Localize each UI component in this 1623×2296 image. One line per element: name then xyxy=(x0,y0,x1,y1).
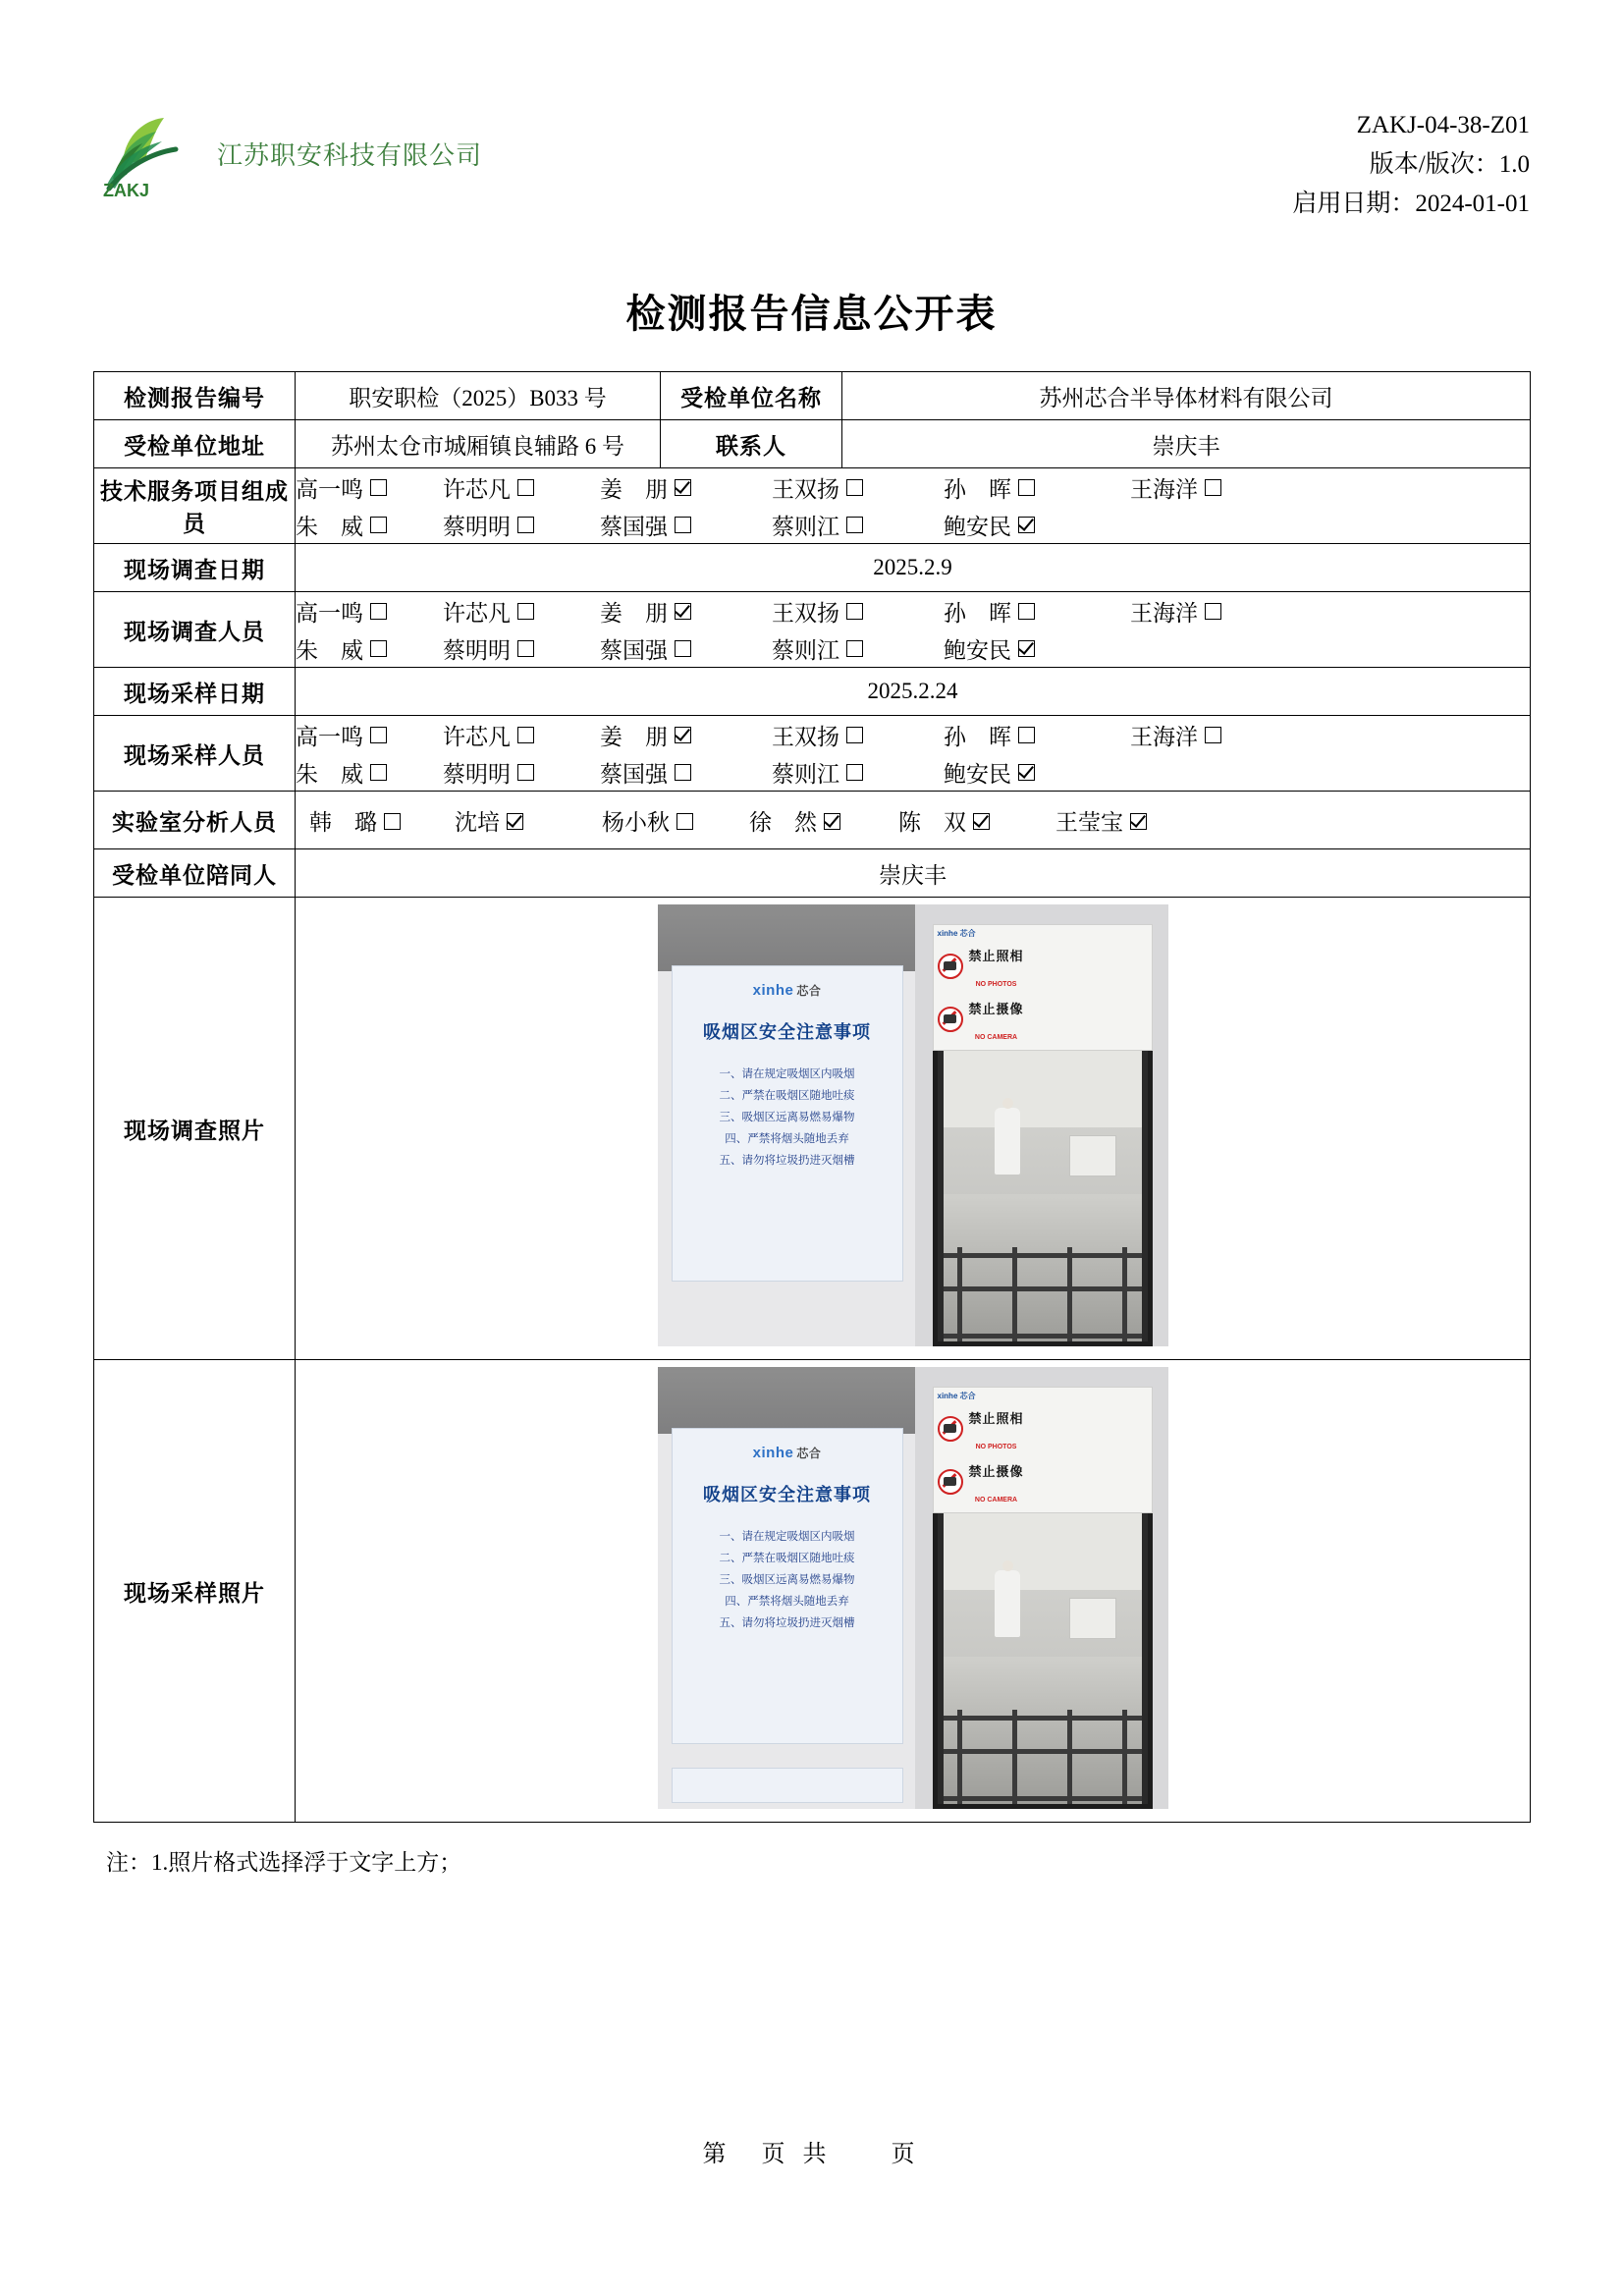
page-header xyxy=(93,106,1530,217)
board-rule: 五、请勿将垃圾扔进灭烟槽 xyxy=(719,1617,855,1629)
sign-no-camera xyxy=(938,1456,1148,1507)
checkbox[interactable] xyxy=(1018,640,1035,657)
value-sampling-date: 2025.2.24 xyxy=(296,668,1531,716)
checkbox[interactable] xyxy=(370,603,387,620)
checkbox-item[interactable]: 王海洋 xyxy=(1130,595,1277,628)
page-title: 检测报告信息公开表 xyxy=(625,292,998,336)
no-photo-sign xyxy=(933,924,1153,1051)
checkbox[interactable] xyxy=(517,640,534,657)
checkbox-item[interactable]: 许芯凡 xyxy=(443,471,600,504)
checkbox-item[interactable]: 高一鸣 xyxy=(296,595,443,628)
checkbox-item[interactable]: 韩 璐 xyxy=(309,804,455,837)
checkbox-item[interactable]: 王双扬 xyxy=(772,719,944,751)
checkbox[interactable] xyxy=(1205,603,1221,620)
checkbox[interactable] xyxy=(824,813,840,830)
board-rules xyxy=(673,1064,902,1172)
report-info-table xyxy=(93,371,1531,1823)
checkbox[interactable] xyxy=(675,640,691,657)
checkbox[interactable] xyxy=(1018,603,1035,620)
value-contact: 崇庆丰 xyxy=(842,420,1531,468)
table-row xyxy=(94,1360,1531,1823)
checkbox-item[interactable]: 蔡明明 xyxy=(443,756,600,789)
checkbox-item[interactable]: 许芯凡 xyxy=(443,719,600,751)
value-survey-staff xyxy=(296,592,1531,668)
board-rule: 二、严禁在吸烟区随地吐痰 xyxy=(719,1553,855,1564)
checkbox-item[interactable]: 王海洋 xyxy=(1130,471,1277,504)
sampling-photo-cell xyxy=(296,1360,1531,1823)
checkbox[interactable] xyxy=(1018,727,1035,743)
sign-label-cn: 禁止摄像 xyxy=(968,1002,1024,1016)
checkbox[interactable] xyxy=(517,727,534,743)
sign-label-en: NO CAMERA xyxy=(974,1497,1018,1503)
checkbox[interactable] xyxy=(1205,479,1221,496)
photo-smoking-notice xyxy=(658,904,915,1346)
company-brand xyxy=(93,106,482,200)
value-sampling-staff xyxy=(296,716,1531,792)
label-contact: 联系人 xyxy=(661,420,842,468)
checkbox-item[interactable]: 朱 威 xyxy=(296,756,443,789)
doc-version: 版本/版次：1.0 xyxy=(1369,151,1530,178)
survey-row-1 xyxy=(296,592,1530,629)
brand-mark: xinhe xyxy=(752,1445,794,1461)
board-rule: 五、请勿将垃圾扔进灭烟槽 xyxy=(719,1155,855,1167)
sign-no-camera xyxy=(938,994,1148,1045)
value-report-no: 职安职检（2025）B033 号 xyxy=(296,372,661,420)
label-client-name: 受检单位名称 xyxy=(661,372,842,420)
checkbox[interactable] xyxy=(370,479,387,496)
board-rule: 一、请在规定吸烟区内吸烟 xyxy=(719,1068,855,1080)
checkbox[interactable] xyxy=(675,517,691,533)
no-video-icon xyxy=(938,1007,963,1032)
checkbox[interactable] xyxy=(517,764,534,781)
checkbox[interactable] xyxy=(517,603,534,620)
checkbox-item[interactable]: 王双扬 xyxy=(772,595,944,628)
photo-doorway xyxy=(915,1367,1168,1809)
checkbox-item[interactable]: 蔡国强 xyxy=(600,509,772,541)
railing xyxy=(944,1710,1142,1804)
checkbox[interactable] xyxy=(1018,764,1035,781)
table-row xyxy=(94,792,1531,849)
svg-text:ZAKJ: ZAKJ xyxy=(103,181,150,200)
checkbox-item[interactable]: 王海洋 xyxy=(1130,719,1277,751)
sign-label-cn: 禁止照相 xyxy=(968,1411,1024,1426)
table-row xyxy=(94,372,1531,420)
checkbox-item[interactable]: 蔡明明 xyxy=(443,632,600,665)
sign-brand: xinhe 芯合 xyxy=(937,1392,976,1400)
sign-label-cn: 禁止照相 xyxy=(968,949,1024,963)
label-sampling-date: 现场采样日期 xyxy=(94,668,296,716)
checkbox[interactable] xyxy=(370,640,387,657)
checkbox[interactable] xyxy=(1205,727,1221,743)
photo-smoking-notice xyxy=(658,1367,915,1809)
checkbox[interactable] xyxy=(370,764,387,781)
sign-no-photos xyxy=(938,1403,1148,1454)
table-row xyxy=(94,668,1531,716)
table-row xyxy=(94,592,1531,668)
checkbox-item[interactable]: 蔡则江 xyxy=(772,509,944,541)
checkbox-item[interactable]: 沈培 xyxy=(455,804,602,837)
wall-surface xyxy=(658,904,915,971)
checkbox[interactable] xyxy=(1018,517,1035,533)
worker-figure xyxy=(995,1108,1020,1175)
board-brand xyxy=(673,1445,902,1461)
cart-object xyxy=(1069,1135,1116,1176)
notice-board-lower xyxy=(672,1768,903,1803)
door-frame xyxy=(933,1461,1153,1809)
checkbox[interactable] xyxy=(517,479,534,496)
no-video-icon xyxy=(938,1469,963,1495)
sign-label-en: NO PHOTOS xyxy=(975,981,1017,988)
survey-photo xyxy=(658,904,1168,1346)
doc-effective-date: 启用日期：2024-01-01 xyxy=(1292,191,1530,217)
no-camera-icon xyxy=(938,1416,963,1442)
table-row xyxy=(94,468,1531,544)
board-rule: 三、吸烟区远离易燃易爆物 xyxy=(719,1574,855,1586)
checkbox-item[interactable]: 蔡明明 xyxy=(443,509,600,541)
checkbox-item[interactable]: 鲍安民 xyxy=(944,756,1130,789)
worker-figure xyxy=(995,1570,1020,1637)
sampling-row-1 xyxy=(296,716,1530,753)
survey-row-2 xyxy=(296,629,1530,667)
railing xyxy=(944,1247,1142,1341)
checkbox-item[interactable]: 孙 晖 xyxy=(944,471,1130,504)
sign-label-cn: 禁止摄像 xyxy=(968,1464,1024,1479)
table-row xyxy=(94,849,1531,898)
checkbox[interactable] xyxy=(517,517,534,533)
checkbox-item[interactable]: 孙 晖 xyxy=(944,719,1130,751)
value-survey-date: 2025.2.9 xyxy=(296,544,1531,592)
cart-object xyxy=(1069,1598,1116,1639)
checkbox[interactable] xyxy=(846,764,863,781)
checkbox-item[interactable]: 高一鸣 xyxy=(296,471,443,504)
corridor-view xyxy=(944,1010,1142,1341)
checkbox-item[interactable]: 蔡则江 xyxy=(772,632,944,665)
team-row-1 xyxy=(296,468,1530,506)
checkbox[interactable] xyxy=(675,764,691,781)
value-client-name: 苏州芯合半导体材料有限公司 xyxy=(842,372,1531,420)
checkbox[interactable] xyxy=(1130,813,1147,830)
brand-mark: xinhe xyxy=(752,982,794,999)
checkbox[interactable] xyxy=(675,603,691,620)
checkbox-item[interactable]: 蔡则江 xyxy=(772,756,944,789)
checkbox[interactable] xyxy=(675,727,691,743)
value-team-members xyxy=(296,468,1531,544)
checkbox-item[interactable]: 高一鸣 xyxy=(296,719,443,751)
value-client-address: 苏州太仓市城厢镇良辅路 6 号 xyxy=(296,420,661,468)
checkbox[interactable] xyxy=(675,479,691,496)
checkbox-item[interactable]: 王双扬 xyxy=(772,471,944,504)
table-row xyxy=(94,544,1531,592)
door-frame xyxy=(933,999,1153,1346)
company-logo-icon xyxy=(93,106,203,200)
checkbox-item[interactable]: 朱 威 xyxy=(296,632,443,665)
checkbox-item[interactable]: 陈 双 xyxy=(898,804,1055,837)
doc-code: ZAKJ-04-38-Z01 xyxy=(1356,112,1530,138)
table-row xyxy=(94,420,1531,468)
no-photo-sign xyxy=(933,1387,1153,1513)
table-row xyxy=(94,716,1531,792)
checkbox-item[interactable]: 姜 朋 xyxy=(600,719,772,751)
label-team-members: 技术服务项目组成员 xyxy=(94,468,296,544)
company-name: 江苏职安科技有限公司 xyxy=(217,140,483,170)
notice-board xyxy=(672,965,903,1282)
label-escort: 受检单位陪同人 xyxy=(94,849,296,898)
brand-cn: 芯合 xyxy=(796,984,822,998)
checkbox[interactable] xyxy=(846,517,863,533)
table-row xyxy=(94,898,1531,1360)
checkbox-item[interactable]: 蔡国强 xyxy=(600,756,772,789)
team-row-2 xyxy=(296,506,1530,543)
board-rule: 一、请在规定吸烟区内吸烟 xyxy=(719,1531,855,1543)
lab-staff-row xyxy=(296,792,1530,848)
checkbox[interactable] xyxy=(507,813,523,830)
label-client-address: 受检单位地址 xyxy=(94,420,296,468)
board-rule: 三、吸烟区远离易燃易爆物 xyxy=(719,1112,855,1123)
checkbox-item[interactable]: 许芯凡 xyxy=(443,595,600,628)
checkbox[interactable] xyxy=(370,517,387,533)
checkbox-item[interactable]: 鲍安民 xyxy=(944,509,1130,541)
checkbox[interactable] xyxy=(973,813,990,830)
header-meta xyxy=(1292,106,1530,224)
board-title: 吸烟区安全注意事项 xyxy=(703,1022,871,1042)
board-rule: 四、严禁将烟头随地丢弃 xyxy=(725,1133,849,1145)
checkbox[interactable] xyxy=(846,479,863,496)
sign-brand: xinhe 芯合 xyxy=(937,929,976,938)
wall-surface xyxy=(658,1367,915,1434)
checkbox-item[interactable]: 蔡国强 xyxy=(600,632,772,665)
label-survey-staff: 现场调查人员 xyxy=(94,592,296,668)
label-report-no: 检测报告编号 xyxy=(94,372,296,420)
sign-label-en: NO PHOTOS xyxy=(975,1444,1017,1450)
label-survey-date: 现场调查日期 xyxy=(94,544,296,592)
value-lab-staff xyxy=(296,792,1531,849)
sampling-photo xyxy=(658,1367,1168,1809)
checkbox-item[interactable]: 徐 然 xyxy=(749,804,898,837)
checkbox[interactable] xyxy=(846,727,863,743)
photo-doorway xyxy=(915,904,1168,1346)
sign-label-en: NO CAMERA xyxy=(974,1034,1018,1041)
board-rule: 四、严禁将烟头随地丢弃 xyxy=(725,1596,849,1608)
sampling-row-2 xyxy=(296,753,1530,791)
checkbox[interactable] xyxy=(846,640,863,657)
sign-no-photos xyxy=(938,941,1148,992)
label-sampling-staff: 现场采样人员 xyxy=(94,716,296,792)
board-brand xyxy=(673,982,902,999)
survey-photo-cell xyxy=(296,898,1531,1360)
no-camera-icon xyxy=(938,954,963,979)
checkbox[interactable] xyxy=(1018,479,1035,496)
checkbox-item[interactable]: 姜 朋 xyxy=(600,471,772,504)
checkbox-item[interactable]: 姜 朋 xyxy=(600,595,772,628)
note-text: 注：1.照片格式选择浮于文字上方； xyxy=(106,1850,462,1875)
label-lab-staff: 实验室分析人员 xyxy=(94,792,296,849)
value-escort: 崇庆丰 xyxy=(296,849,1531,898)
brand-cn: 芯合 xyxy=(796,1447,822,1460)
corridor-view xyxy=(944,1472,1142,1804)
label-sampling-photo: 现场采样照片 xyxy=(94,1360,296,1823)
checkbox[interactable] xyxy=(846,603,863,620)
board-rule: 二、严禁在吸烟区随地吐痰 xyxy=(719,1090,855,1102)
checkbox[interactable] xyxy=(370,727,387,743)
checkbox-item[interactable]: 杨小秋 xyxy=(602,804,749,837)
notice-board xyxy=(672,1428,903,1744)
checkbox-item[interactable]: 鲍安民 xyxy=(944,632,1130,665)
label-survey-photo: 现场调查照片 xyxy=(94,898,296,1360)
checkbox-item[interactable]: 王莹宝 xyxy=(1055,804,1203,837)
checkbox-item[interactable]: 朱 威 xyxy=(296,509,443,541)
checkbox[interactable] xyxy=(676,813,693,830)
board-rules xyxy=(673,1526,902,1634)
checkbox-item[interactable]: 孙 晖 xyxy=(944,595,1130,628)
checkbox[interactable] xyxy=(384,813,401,830)
board-title: 吸烟区安全注意事项 xyxy=(703,1485,871,1504)
page-footer: 第 页 共 页 xyxy=(702,2142,921,2167)
